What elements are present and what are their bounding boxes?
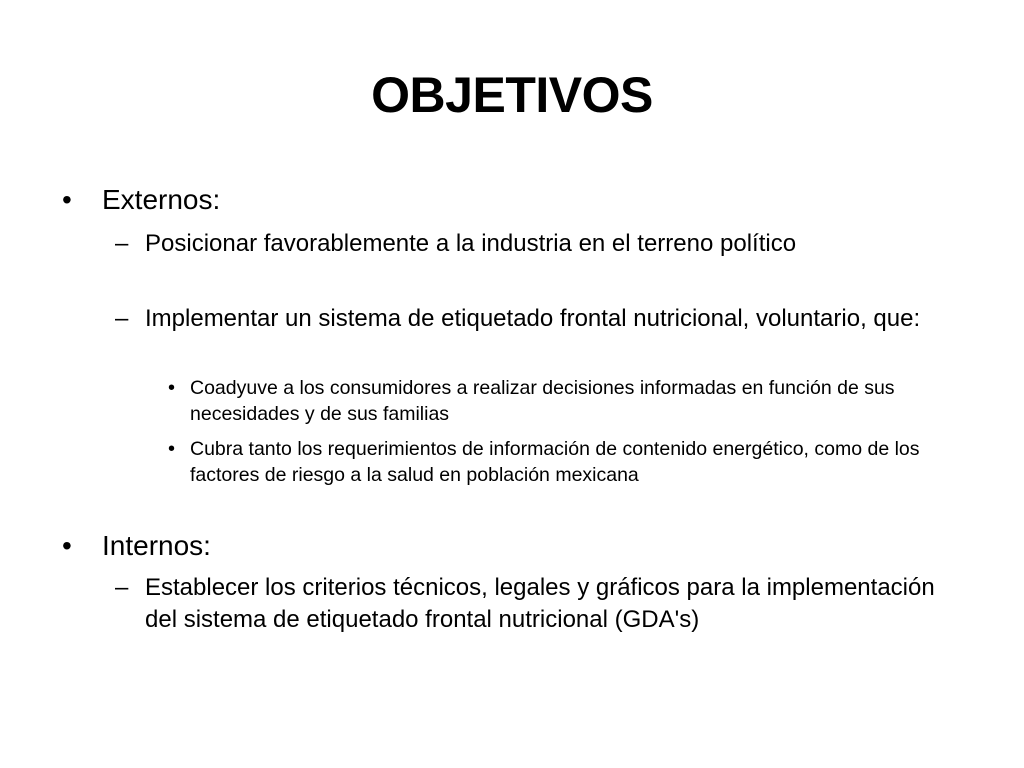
bullet-icon: • (62, 184, 72, 215)
bullet-icon: • (168, 377, 176, 399)
item-text: Implementar un sistema de etiquetado frontal nutricional, voluntario, que: (145, 305, 921, 332)
bullet-icon: • (62, 530, 72, 561)
dash-icon: – (115, 230, 129, 257)
bullet-icon: • (168, 438, 176, 460)
section-heading: Internos: (102, 530, 211, 561)
item-text: Posicionar favorablemente a la industria en el terreno político (145, 230, 797, 257)
subitem-text: Cubra tanto los requerimientos de información de contenido energético, como de los factores de riesgo a la salud en población mexicana (190, 438, 920, 486)
dash-icon: – (115, 305, 129, 332)
dash-icon: – (115, 574, 129, 601)
item-text: Establecer los criterios técnicos, legales y gráficos para la implementación del sistema de etiquetado frontal nutricional (GDA's) (145, 574, 935, 633)
slide-title: OBJETIVOS (371, 67, 653, 123)
section-heading: Externos: (102, 184, 221, 215)
subitem-text: Coadyuve a los consumidores a realizar decisiones informadas en función de sus necesidades y de sus familias (190, 377, 895, 425)
